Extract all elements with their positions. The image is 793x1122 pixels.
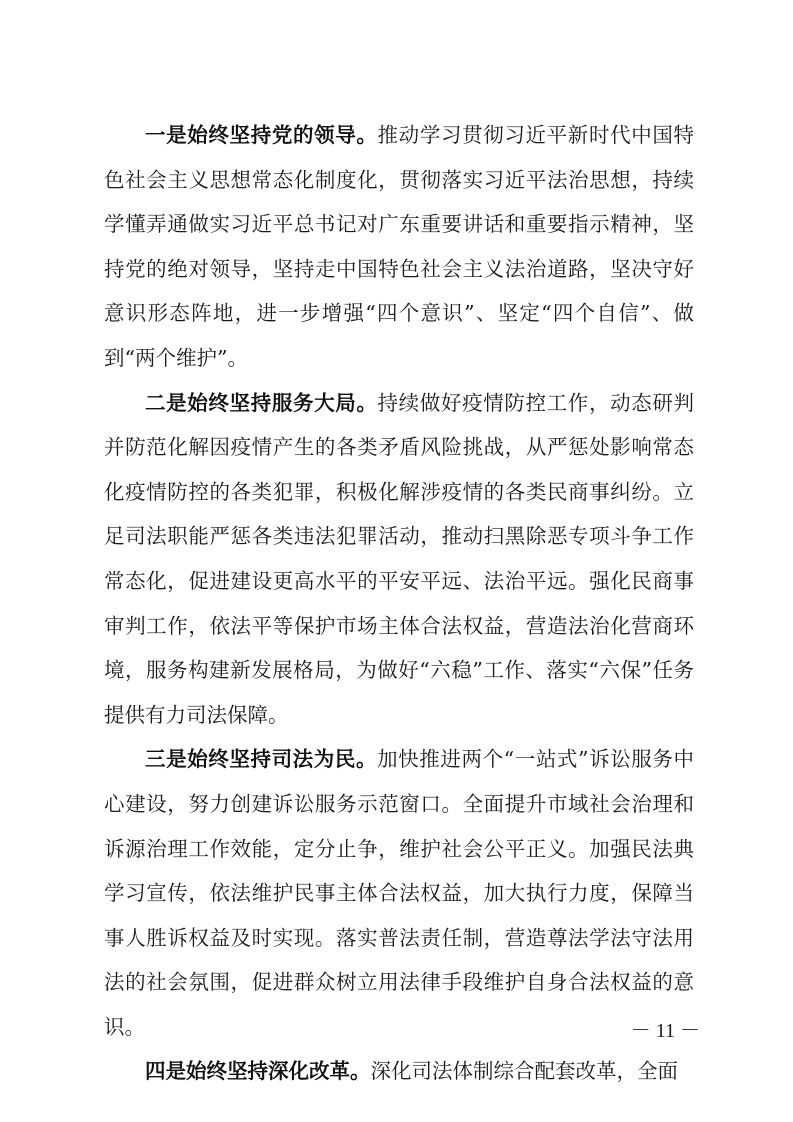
paragraph-text: 持续做好疫情防控工作，动态研判并防范化解因疫情产生的各类矛盾风险挑战，从严惩处影响常态化疫情防控的各类犯罪，积极化解涉疫情的各类民商事纠纷。立足司法职能严惩各类违法犯罪活动，推动扫黑除恶专项斗争工作常态化，促进建设更高水平的平安平远、法治平远。强化民商事审判工作，依法平等保护市场主体合法权益，营造法治化营商环境，服务构建新发展格局，为做好“六稳”工作、落实“六保”任务提供有力司法保障。 bbox=[104, 390, 695, 727]
paragraph-text: 推动学习贯彻习近平新时代中国特色社会主义思想常态化制度化，贯彻落实习近平法治思想，持续学懂弄通做实习近平总书记对广东重要讲话和重要指示精神，坚持党的绝对领导，坚持走中国特色社会主义法治道路，坚决守好意识形态阵地，进一步增强“四个意识”、坚定“四个自信”、做到“两个维护”。 bbox=[104, 123, 695, 370]
paragraph-text: 加快推进两个“一站式”诉讼服务中心建设，努力创建诉讼服务示范窗口。全面提升市域社会治理和诉源治理工作效能，定分止争，维护社会公平正义。加强民法典学习宣传，依法维护民事主体合法权益，加大执行力度，保障当事人胜诉权益及时实现。落实普法责任制，营造尊法学法守法用法的社会氛围，促进群众树立用法律手段维护自身合法权益的意识。 bbox=[104, 747, 694, 1039]
paragraph-lead: 一是始终坚持党的领导。 bbox=[145, 123, 378, 147]
page-number: － 11 － bbox=[630, 1020, 700, 1042]
paragraph-deepen-reform bbox=[104, 1049, 694, 1094]
paragraph-text: 深化司法体制综合配套改革，全面 bbox=[370, 1059, 678, 1084]
paragraph-serve-overall bbox=[104, 381, 694, 738]
paragraph-party-leadership bbox=[104, 113, 694, 381]
paragraph-lead: 二是始终坚持服务大局。 bbox=[145, 390, 378, 415]
paragraph-lead: 三是始终坚持司法为民。 bbox=[145, 747, 378, 772]
paragraph-lead: 四是始终坚持深化改革。 bbox=[145, 1059, 371, 1084]
document-body bbox=[104, 113, 694, 1094]
paragraph-justice-for-people bbox=[104, 737, 694, 1049]
